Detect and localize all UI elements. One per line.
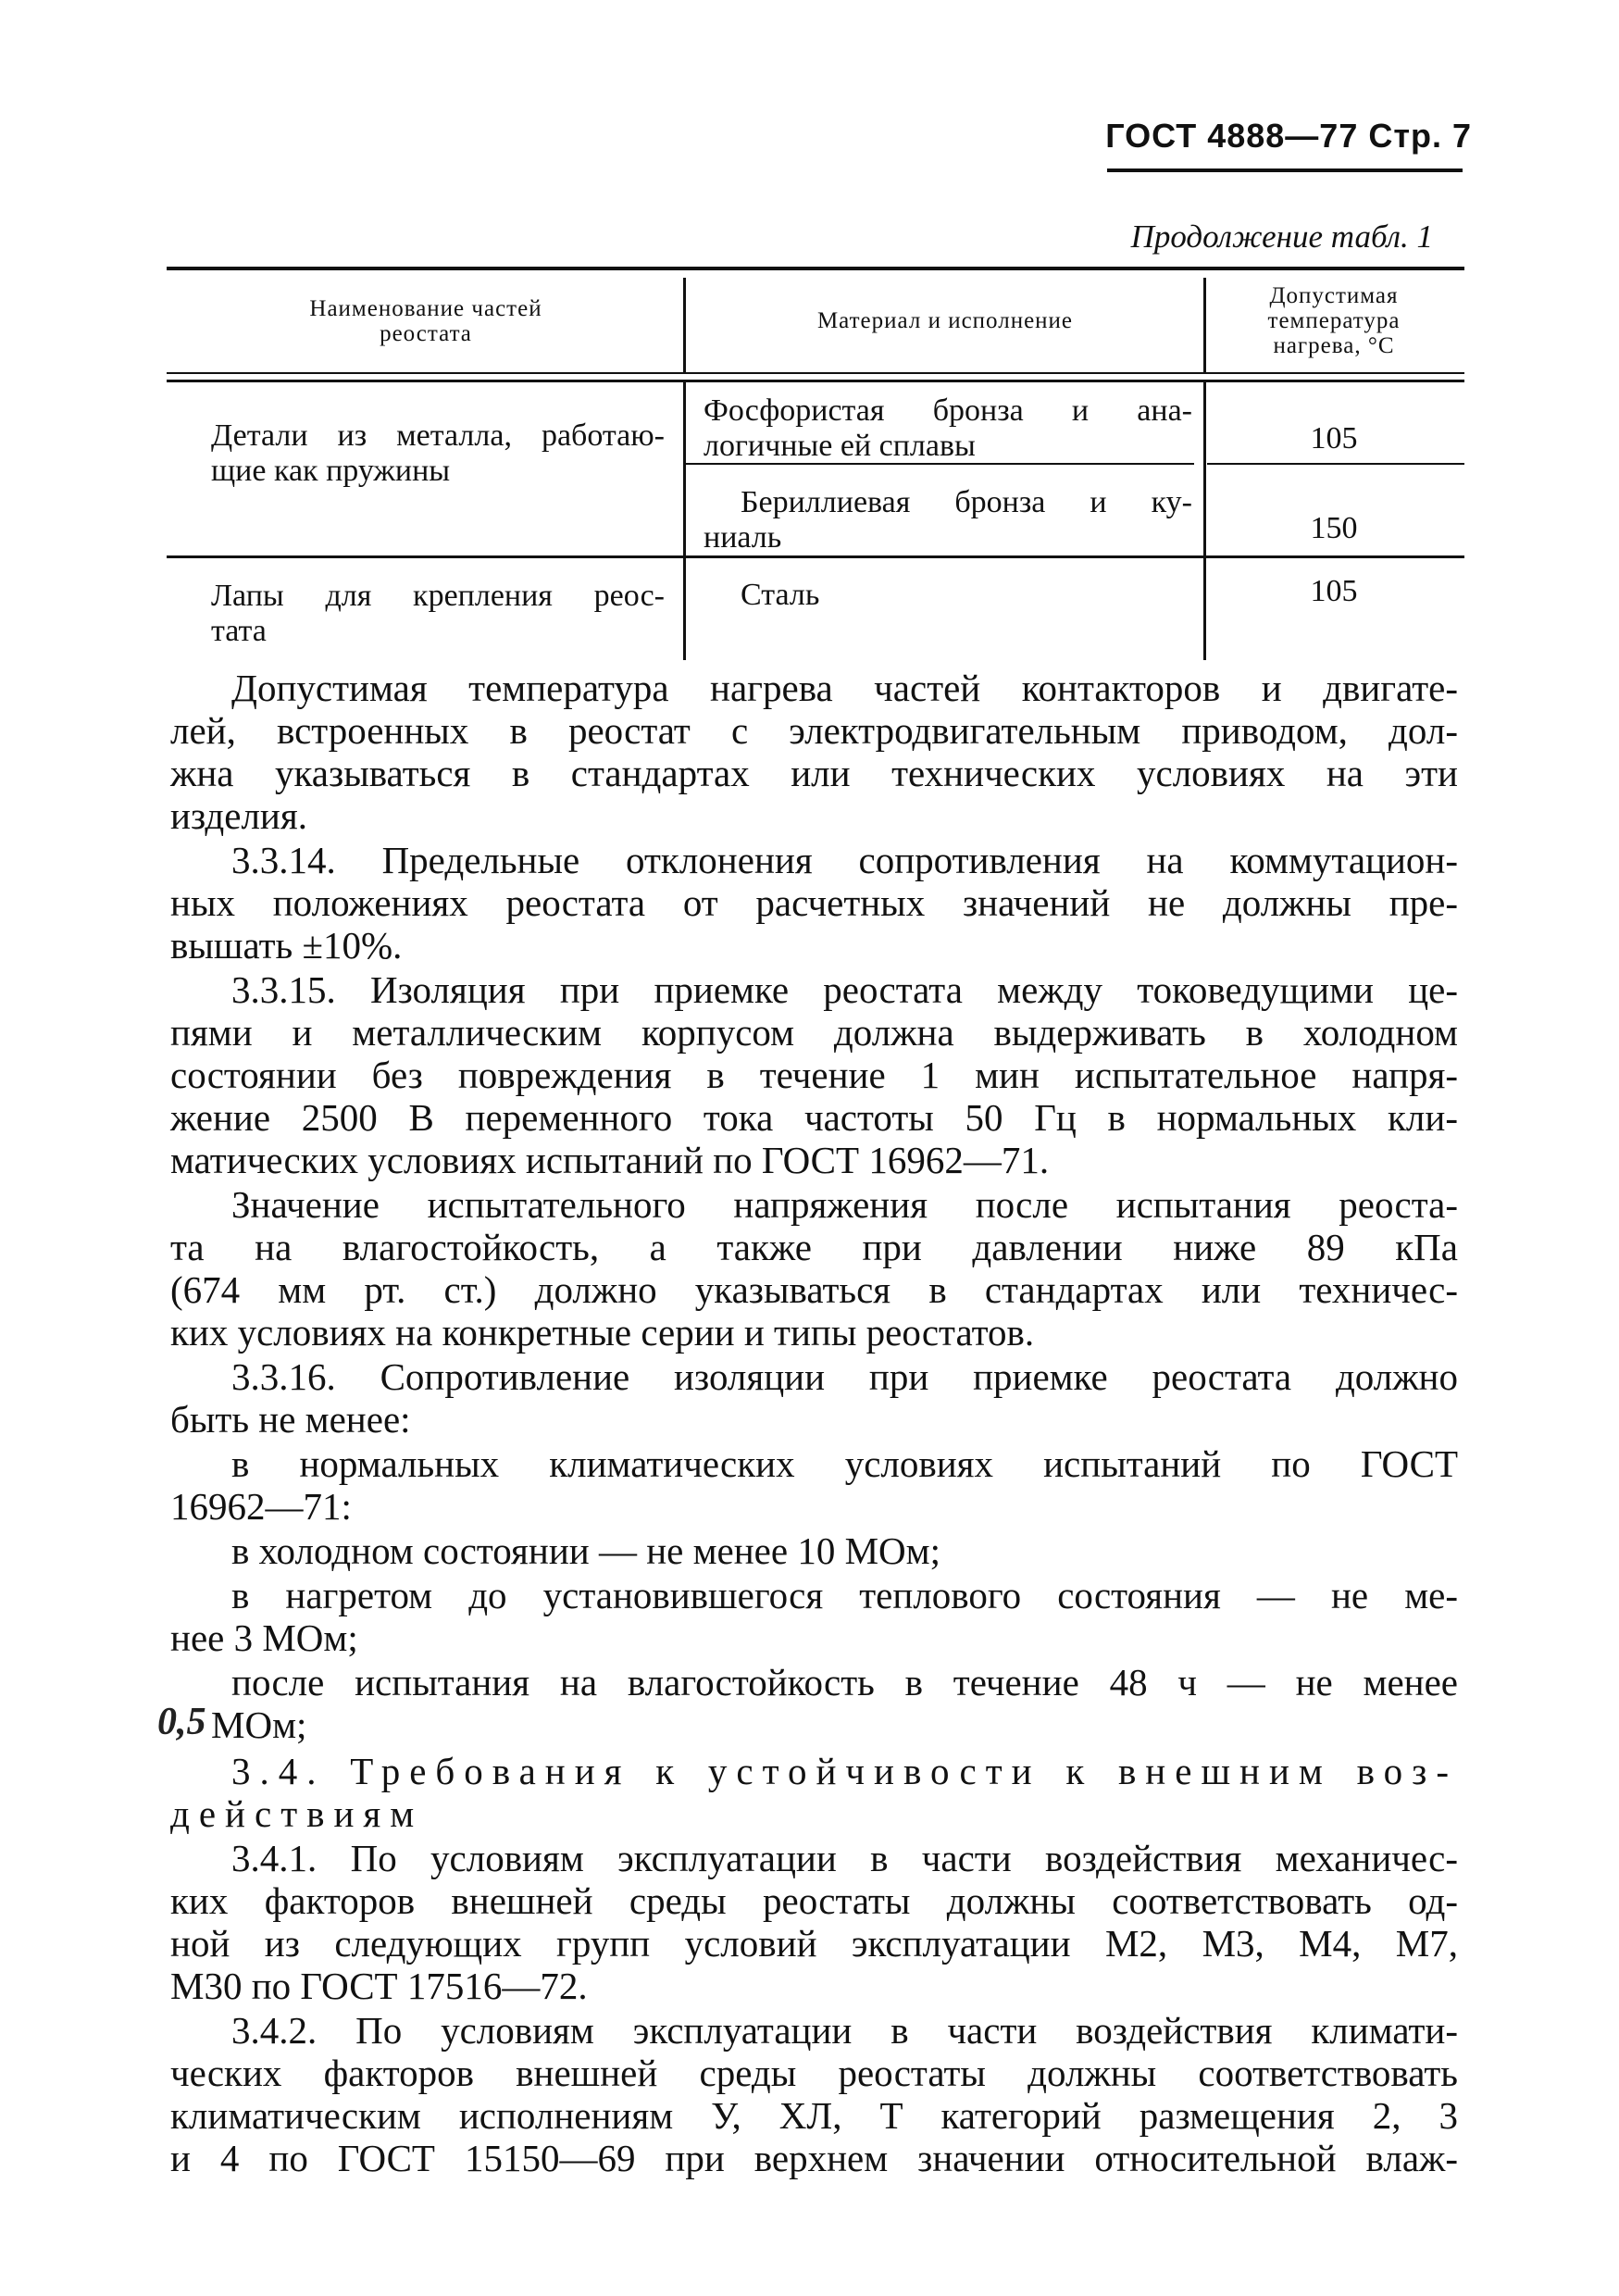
header-rule <box>1107 168 1463 172</box>
paragraph-line: состоянии без повреждения в течение 1 мин испытательное напря- <box>170 1054 1458 1096</box>
column-rule-1 <box>683 278 686 372</box>
paragraph-line: 3.4.2. По условиям эксплуатации в части воздействия климати- <box>231 2009 1458 2052</box>
column-rule-2 <box>1203 278 1206 372</box>
table-row-temperature: 105 <box>1310 421 1358 455</box>
paragraph-line: нее 3 МОм; <box>170 1616 358 1659</box>
paragraph-line: после испытания на влагостойкость в течение 48 ч — не менее <box>231 1661 1458 1703</box>
paragraph-line: жение 2500 В переменного тока частоты 50 Гц в нормальных кли- <box>170 1096 1458 1139</box>
table-row-part: щие как пружины <box>211 454 451 488</box>
header-bottom-rule-2 <box>167 380 1464 382</box>
paragraph-line: Значение испытательного напряжения после испытания реоста- <box>231 1183 1458 1226</box>
paragraph-line: ческих факторов внешней среды реостаты должны соответствовать <box>170 2052 1458 2094</box>
paragraph-line: ких факторов внешней среды реостаты должны соответствовать од- <box>170 1879 1458 1922</box>
paragraph-line: быть не менее: <box>170 1398 411 1441</box>
paragraph-line: изделия. <box>170 794 307 837</box>
subrow-divider-temp <box>1207 463 1464 465</box>
paragraph-line: 3.3.15. Изоляция при приемке реостата между токоведущими це- <box>231 968 1458 1011</box>
column-header-temperature: Допустимая температура нагрева, °С <box>1267 283 1401 358</box>
paragraph-line: в холодном состоянии — не менее 10 МОм; <box>231 1529 940 1572</box>
paragraph-line: лей, встроенных в реостат с электродвигательным приводом, дол- <box>170 709 1458 752</box>
paragraph-line: и 4 по ГОСТ 15150—69 при верхнем значении относительной влаж- <box>170 2137 1458 2179</box>
paragraph-line: (674 мм рт. ст.) должно указываться в стандартах или техничес- <box>170 1268 1458 1311</box>
table-continuation-label: Продолжение табл. 1 <box>1130 218 1433 255</box>
column-header-part: Наименование частей реостата <box>309 296 542 346</box>
table-row-material: Сталь <box>741 578 820 612</box>
table-row-material: Фосфористая бронза и ана- <box>704 393 1192 428</box>
paragraph-line: вышать ±10%. <box>170 924 403 967</box>
table-row-material: ниаль <box>704 520 782 555</box>
paragraph-line: климатическим исполнениям У, ХЛ, Т категорий размещения 2, 3 <box>170 2094 1458 2137</box>
table-row-material: логичные ей сплавы <box>704 429 976 463</box>
section-heading-line: 3.4. Требования к устойчивости к внешним воз- <box>231 1750 1458 1792</box>
paragraph-line: та на влагостойкость, а также при давлении ниже 89 кПа <box>170 1226 1458 1268</box>
paragraph-line: 3.3.14. Предельные отклонения сопротивления на коммутацион- <box>231 839 1458 881</box>
paragraph-line: в нагретом до установившегося теплового состояния — не ме- <box>231 1574 1458 1616</box>
row-divider <box>167 555 1464 558</box>
table-row-material: Бериллиевая бронза и ку- <box>741 485 1192 519</box>
paragraph-line: матических условиях испытаний по ГОСТ 16962—71. <box>170 1139 1050 1181</box>
table-row-part: тата <box>211 614 267 648</box>
table-top-rule <box>167 267 1464 270</box>
column-rule-1 <box>683 382 686 660</box>
paragraph-line: ких условиях на конкретные серии и типы реостатов. <box>170 1311 1035 1354</box>
paragraph-line: ных положениях реостата от расчетных значений не должны пре- <box>170 881 1458 924</box>
column-header-material: Материал и исполнение <box>816 308 1074 333</box>
paragraph-line: 16962—71: <box>170 1485 352 1528</box>
paragraph-line: жна указываться в стандартах или технических условиях на эти <box>170 752 1458 794</box>
column-rule-2 <box>1203 382 1206 660</box>
paragraph-line: пями и металлическим корпусом должна выдерживать в холодном <box>170 1011 1458 1054</box>
table-row-temperature: 150 <box>1310 511 1358 545</box>
handwritten-correction: 0,5 <box>157 1701 206 1743</box>
section-heading-line: действиям <box>170 1792 424 1835</box>
table-row-part: Лапы для крепления реос- <box>211 579 665 613</box>
table-row-part: Детали из металла, работаю- <box>211 418 665 453</box>
table-row-temperature: 105 <box>1310 574 1358 608</box>
header-bottom-rule <box>167 372 1464 374</box>
paragraph-line: МОм; <box>211 1703 307 1746</box>
paragraph-line: 3.3.16. Сопротивление изоляции при приемке реостата должно <box>231 1355 1458 1398</box>
page-header: ГОСТ 4888—77 Стр. 7 <box>1105 117 1472 155</box>
paragraph-line: в нормальных климатических условиях испытаний по ГОСТ <box>231 1442 1458 1485</box>
paragraph-line: М30 по ГОСТ 17516—72. <box>170 1965 588 2007</box>
paragraph-line: ной из следующих групп условий эксплуатации М2, М3, М4, М7, <box>170 1922 1458 1965</box>
paragraph-line: Допустимая температура нагрева частей контакторов и двигате- <box>231 667 1458 709</box>
paragraph-line: 3.4.1. По условиям эксплуатации в части воздействия механичес- <box>231 1837 1458 1879</box>
